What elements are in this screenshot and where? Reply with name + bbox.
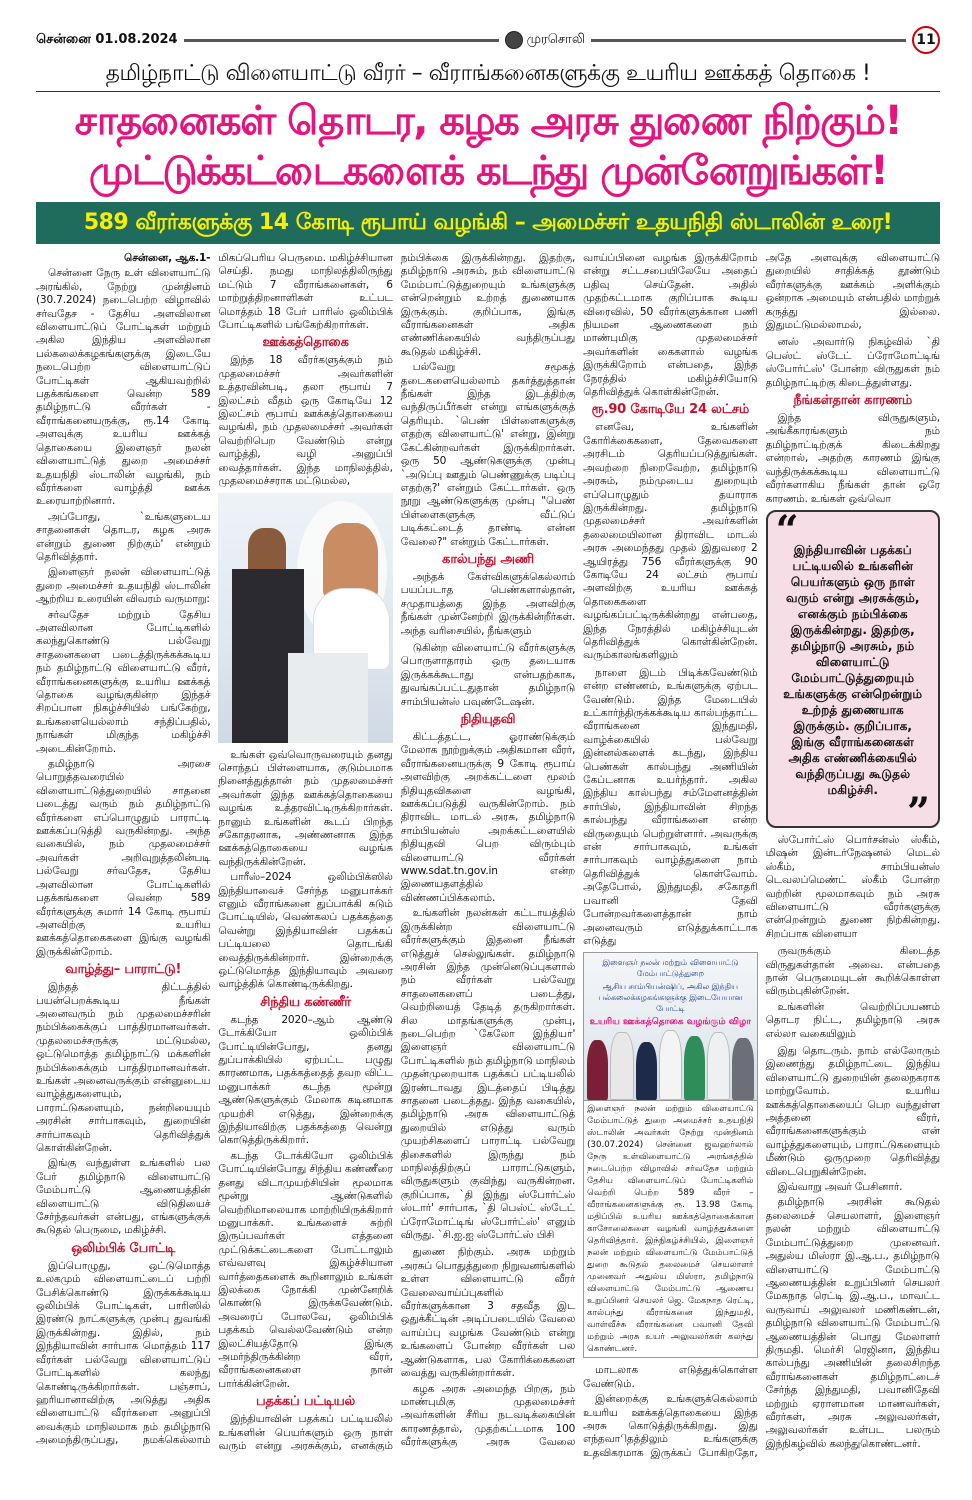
main-headline-1: சாதனைகள் தொடர, கழக அரசு துணை நிற்கும்! (74, 98, 902, 144)
newspaper-name: முரசொலி (526, 32, 586, 47)
article-paragraph: இன்றைக்கு உங்களுக்கெல்லாம் உயரிய ஊக்கத்தொகையை இந்த அரசு கொடுத்திருக்கிறது. இது எந்தவாிதத்திலும் உங்களுக்கு உதவிகரமாக இருக்கப் போகிறதோ, அதே அளவுக்கு விளையாட்டு துறையில் சாதிக்கத் தூண்டும் வீரர்களுக்கு ஊக்கம் அளிக்கும் ஒன்றாக அமையும் என்பதில் மாற்றுக் கருத்து இல்லை. இதுமட்டுமல்லாமல், (583, 252, 940, 1459)
photo-minister-speech (218, 493, 392, 743)
column-7 (766, 1045, 940, 1451)
section-subheading: கால்பந்து அணி (442, 551, 534, 567)
speaker-head (248, 528, 286, 573)
article-paragraph: அப்போது, `உங்களுடைய சாதனைகள் தொடர, கழக அரசு என்றும் துணை நிற்கும்' என்றும் தெரிவித்தார். (36, 510, 211, 563)
section-subheading: நீங்கள்தான் காரணம் (793, 393, 913, 409)
portrait-cm (323, 523, 378, 598)
article-paragraph: இது தொடரும். நாம் எல்லோரும் இணைந்து தமிழ்நாட்டை இந்திய விளையாட்டு துறையின் தலைநகராக மாற்றுவோம். உயரிய ஊக்கத்தொகையைப் பெற வந்துள்ள அத்தனை வீரர், வீராங்கனைகளுக்கும் என் வாழ்த்துகளையும், பாராட்டுகளையும் மீண்டும் ஒருமுறை தெரிவித்து விடைபெறுகின்றேன். (765, 1045, 940, 1178)
article-paragraph: இப்பொழுது, ஒட்டுமொத்த உலகமும் விளையாட்டைப் பற்றி பேசிக்கொண்டு இருக்கக்கூடிய ஒலிம்பிக் போட்டிகள், பாரிஸில் இரண்டு நாட்களுக்கு முன்பு துவங்கி இருக்கின்றது. இதில், நம் இந்தியாவின் சார்பாக மொத்தம் 117 வீரர்கள் பல்வேறு விளையாட்டுப் போட்டிகளில் கலந்து கொண்டிருக்கிறார்கள். பஞ்சாப், ஹரியானாவிற்கு அடுத்து அதிக விளையாட்டு வீரர்களை அனுப்பி வைக்கும் மாநிலமாக நம் தமிழ்நாடு அமைந்திருப்பது, நமக்கெல்லாம் மிகப்பெரிய பெருமை. மகிழ்ச்சியான செய்தி. நமது மாநிலத்திலிருந்து மட்டும் 7 வீராங்கனைகள், 6 மாற்றுத்திறனாளிகள் உட்பட மொத்தம் 18 பேர் பாரிஸ் ஒலிம்பிக் போட்டிகளில் பங்கேற்கிறார்கள். (36, 252, 393, 1447)
pull-quote-text: இந்தியாவின் பதக்கப் பட்டியலில் உங்களின் பெயர்களும் ஒரு நாள் வரும் என்று அரசுக்கும், எனக்கும் நம்பிக்கை இருக்கின்றது. இதற்கு, தமிழ்நாடு அரசும், நம் விளையாட்டு மேம்பாட்டுத்துறையும் உங்களுக்கு என்றென்றும் உற்றத் துணையாக இருக்கும். குறிப்பாக, இங்கு வீராங்கனைகள் அதிக எண்ணிக்கையில் வந்திருப்பது கூடுதல் மகிழ்ச்சி. (783, 542, 923, 797)
emblem-icon (505, 31, 523, 49)
dateline: சென்னை, ஆக.1- (124, 252, 211, 264)
section-subheading: சிந்திய கண்ணீர் (260, 994, 351, 1010)
article-paragraph: இளைஞர் நலன் விளையாட்டுத் துறை அமைச்சர் உதயநிதி ஸ்டாலின் ஆற்றிய உரையின் விவரம் வருமாறு: (36, 566, 211, 606)
main-headline-2: முட்டுக்கட்டைகளைக் கடந்து முன்னேறுங்கள்! (88, 148, 888, 194)
column-3 (401, 642, 575, 1242)
article-paragraph: தமிழ்நாடு அரசின் கூடுதல் தலைமைச் செயலாளர், இளைஞர் நலன் மற்றும் விளையாட்டு மேம்பாட்டுத்துறை முனைவர். அதுல்ய மிஸ்ரா இ.ஆ.ப., தமிழ்நாடு விளையாட்டு மேம்பாட்டு ஆணையத்தின் உறுப்பினர் செயலர் மேகநாத ரெட்டி இ.ஆ.ப., மாவட்ட வருவாய் அலுவலர் மணிகண்டன், தமிழ்நாடு விளையாட்டு மேம்பாட்டு ஆணையத்தின் பொது மேலாளர் திருமதி. மெர்சி ரெஜினா, இந்திய கால்பந்து அணியின் தலைசிறந்த வீராங்கனைகள் தமிழ்நாட்டைச் சேர்ந்த இந்துமதி, பவானிதேவி மற்றும் ஏராளமான மாணவர்கள், வீரர்கள், அரசு அலுவலர்கள், அலுவலர்கள் உள்பட பலரும் இந்நிகழ்வில் கலந்துகொண்டனர். (765, 1196, 940, 1450)
article-paragraph: ஸ்போர்ட்ஸ் பொர்சன்ஸ் ஸ்கீம், மிஷன் இன்டர்நேஷனல் மெடல் ஸ்கீம், சாம்பியன்ஸ் டெவலப்மெண்ட் ஸ்கீம் போன்ற வற்றின் மூலமாகவும் நம் அரசு விளையாட்டு வீரர்களுக்கு என்றென்றும் துணை நிற்கின்றது. சிறப்பாக விளையா (765, 833, 940, 940)
issue-date: சென்னை 01.08.2024 (36, 32, 178, 47)
backdrop-title: உயரிய ஊக்கத்தொகை வழங்கும் விழா (589, 1017, 751, 1028)
article-paragraph: கடந்த டோக்கியோ ஒலிம்பிக் போட்டியின்போது சிந்திய கண்ணீரை தனது விடாமுயற்சியின் மூலமாக மூன்று ஆண்டுகளில் வெற்றிமாலையாக மாற்றியிருக்கிறார் மனுபாக்கர். உங்களைச் சுற்றி இருப்பவர்கள் எத்தனை முட்டுக்கட்டைகளை போட்டாலும் எவ்வளவு இகழ்ச்சியான வார்த்தைகளைக் கூறினாலும் உங்கள் இலக்கை நோக்கி முன்னேறிக் கொண்டு இருக்கவேண்டும். அவரைப் போலவே, ஒலிம்பிக் பதக்கம் வெல்லவேண்டும் என்ற இலட்சியத்தோடு இங்கு அமர்ந்திருக்கின்ற வீரர், வீராங்கனைகளை நான் பார்க்கின்றேன். (218, 1149, 393, 1390)
masthead-rule (591, 39, 906, 42)
column-8 (766, 834, 940, 941)
article-paragraph: இங்கு வந்துள்ள உங்களில் பல பேர் தமிழ்நாடு விளையாட்டு மேம்பாட்டு ஆணையத்தின் விளையாட்டு விடுதியைச் சேர்ந்தவர்கள் என்பது, எங்களுக்குக் கூடுதல் பெருமை, மகிழ்ச்சி. (36, 1157, 211, 1237)
article-paragraph: உங்கள் ஒவ்வொருவரையும் தனது சொந்தப் பிள்ளையாக, குடும்பமாக நினைத்துத்தான் நம் முதலமைச்சர் அவர்கள் இந்த ஊக்கத்தொகையை வழங்க உத்தரவிட்டிருக்கிறார்கள். நானும் உங்களின் கூடப் பிறந்த சகோதரனாக, அண்ணனாக இந்த ஊக்கத்தொகையை வழங்க வந்திருக்கின்றேன். (218, 748, 393, 868)
backdrop-line: ஆசிய சாம்பியன்ஷிப், அகில இந்திய பல்கலைக்கழகங்களுக்கு இடையேயான போட்டி (598, 982, 743, 1014)
article-paragraph: னஸ் அவார்டு நிகழ்வில் `தி பெஸ்ட் ஸ்டேட் ப்ரோமோட்டிங் ஸ்போர்ட்ஸ்' போன்ற விருதுகள் நம் தமிழ்நாட்டிற்கு கிடைத்துள்ளது. (765, 336, 940, 389)
section-subheading: நிதியுதவி (460, 712, 516, 727)
article-paragraph: சர்வதேச மற்றும் தேசிய அளவிலான போட்டிகளில் கலந்துகொண்டு பல்வேறு சாதனைகளை படைத்திருக்கக்கூடிய நம் தமிழ்நாட்டு விளையாட்டு வீரர், வீராங்கனைகளுக்கு உயரிய ஊக்கத் தொகை வழங்குகின்ற இந்தச் சிறப்பான நிகழ்ச்சியில் பங்கேற்று, உங்களையெல்லாம் சந்திப்பதில், நாங்கள் மிகுந்த மகிழ்ச்சி அடைகின்றோம். (36, 608, 211, 755)
pull-quote (766, 506, 940, 836)
column-9 (766, 945, 940, 1041)
article-paragraph: எனவே, உங்களின் கோரிக்கைகளை, தேவைகளை அரசிடம் தெரியப்படுத்துங்கள். அவற்றை நிறைவேற்ற, தமிழ்நாடு அரசும், நம்முடைய துறையும் எப்பொழுதும் தயாராக இருக்கின்றது. தமிழ்நாடு முதலமைச்சர் அவர்களின் தலைமையிலான திராவிட மாடல் அரசு அமைந்தது முதல் இதுவரை 2 ஆயிரத்து 756 வீரர்களுக்கு 90 கோடியே 24 லட்சம் ரூபாய் அளவிற்கு உயரிய ஊக்கத் தொகைகளை வழங்கப்பட்டிருக்கின்றது என்பதை, இந்த நேரத்தில் மகிழ்ச்சியுடன் தெரிவித்துக் கொள்கின்றேன். வரும்காலங்களிலும் (583, 421, 758, 662)
podium (288, 653, 368, 743)
masthead (36, 26, 940, 54)
section-subheading: ஒலிம்பிக் போட்டி (71, 1240, 176, 1256)
photo-caption: இளைஞர் நலன் மற்றும் விளையாட்டு மேம்பாட்டுத் துறை அமைச்சர் உதயநிதி ஸ்டாலின் அவர்கள் நேற்று முன்தினம் (30.07.2024) சென்னை ஜவஹர்லால் நேரு உள்விளையாட்டு அரங்கத்தில் நடைபெற்ற விழாவில் சர்வதேச மற்றும் தேசிய விளையாட்டுப் போட்டிகளில் வெற்றி பெற்ற 589 வீரர் – வீராங்கனைகளுக்கு ரூ. 13.98 கோடி மதிப்பில் உயரிய ஊக்கத்தொகைக்கான காசோலைகளை வழங்கி வாழ்த்துக்களை தெரிவித்தார். இந்நிகழ்ச்சியில், இளைஞர் நலன் மற்றும் விளையாட்டு மேம்பாட்டுத் துறை கூடுதல் தலைமைச் செயலாளர் முனைவர் அதுல்ய மிஸ்ரா, தமிழ்நாடு விளையாட்டு மேம்பாட்டு ஆணைய உறுப்பினர் செயலர் ஜெ. மேகநாத ரெட்டி, கால்பந்து வீராங்கனை இந்துமதி, வாள்வீச்சு வீராங்கனை பவானி தேவி மற்றும் அரசு உயர் அலுவலர்கள் கலந்து கொண்டனர். (583, 1101, 757, 1358)
article-paragraph: கிட்டத்தட்ட, ஓராண்டுக்கும் மேலாக நூற்றுக்கும் அதிகமான வீரர், வீராங்கனையருக்கு 9 கோடி ரூபாய் அளவிற்கு அறக்கட்டளை மூலம் நிதியுதவிகளை வழங்கி, ஊக்கப்படுத்தி வருகின்றோம். நம் திராவிட மாடல் அரசு, தமிழ்நாடு சாம்பியன்ஸ் அறக்கட்டளையில் நிதியுதவி பெற விரும்பும் விளையாட்டு வீரர்கள் www.sdat.tn.gov.in என்ற இணையதளத்தில் விண்ணப்பிக்கலாம். (400, 731, 576, 904)
article-paragraph: இந்த விருதுகளும், அங்கீகாரங்களும் நம் தமிழ்நாட்டிற்குக் கிடைக்கிறது என்றால், அதற்கு காரணம் இங்கு வந்திருக்கக்கூடிய விளையாட்டு வீரர்களாகிய நீங்கள் தான் ஒரே காரணம். உங்கள் ஒவ்வொ (765, 412, 940, 505)
article-paragraph: டுகின்ற விளையாட்டு வீரர்களுக்கு பொருளாதாரம் ஒரு தடையாக இருக்கக்கூடாது என்பதற்காக, துவங்கப்பட்டதுதான் தமிழ்நாடு சாம்பியன்ஸ் பவுண்டேஷன். (400, 641, 576, 708)
article-paragraph: இவ்வாறு அவர் பேசினார். (777, 1181, 903, 1194)
article-paragraph: துணை நிற்கும். அரசு மற்றும் அரசுப் பொதுத்துறை நிறுவனங்களில் உள்ள விளையாட்டு வீரர் வேலைவாய்ப்புகளில் வீரர்களுக்கான 3 சதவீத இட ஒதுக்கீட்டின் அடிப்படையில் வேலை வாய்ப்பு வழங்க வேண்டும் என்று உங்களைப் போன்ற வீரர்கள் பல ஆண்டுகளாக, பல கோரிக்கைகளை வைத்து வருகின்றார்கள். (400, 1246, 576, 1380)
article-paragraph: பாரீஸ்–2024 ஒலிம்பிக்ஸில் இந்தியாவைச் சேர்ந்த மனுபாக்கர் எனும் வீராங்கனை துப்பாக்கி சுடும் போட்டியில், வெண்கலப் பதக்கத்தை வென்று இந்தியாவின் பதக்கப் பட்டியலை தொடங்கி வைத்திருக்கின்றார். இன்றைக்கு ஒட்டுமொத்த இந்தியாவும் அவரை வாழ்த்திக் கொண்டிருக்கிறது. (218, 871, 393, 991)
article-paragraph: தமிழ்நாடு அரசை பொறுத்தவரையில் விளையாட்டுத்துறையில் சாதனை படைத்து வரும் நம் தமிழ்நாட்டு வீரர்களை எப்பொழுதும் பாராட்டி ஊக்கப்படுத்தி வருகின்றது. அந்த வகையில், நம் முதலமைச்சர் அவர்கள் அறிவுறுத்தலின்படி பல்வேறு சர்வதேச, தேசிய அளவிலான போட்டிகளில் பதக்கங்களை வென்ற 589 வீரர்களுக்கு சுமார் 14 கோடி ரூபாய் அளவிற்கு உயரிய ஊக்கத்தொகைகளை இங்கு வழங்கி இருக்கின்றோம். (36, 758, 211, 958)
backdrop-dept: இளைஞர் நலன் மற்றும் விளையாட்டு மேம்பாட்டுத்துறை (602, 958, 739, 979)
photo-award-ceremony (583, 952, 757, 1101)
article-paragraph: அந்தக் கேள்விகளுக்கெல்லாம் பயப்படாத பெண்களால்தான், சமுதாயத்தை இந்த அளவிற்கு நீங்கள் முன்னேற்றி இருக்கின்றீர்கள். அந்த வரிசையில், நீங்களும் (400, 570, 576, 637)
section-subheading: ரூ.90 கோடியே 24 லட்சம் (591, 402, 750, 418)
page-number: 11 (912, 26, 940, 54)
article-paragraph: பல்வேறு சமூகத் தடைகளையெல்லாம் தகர்த்துத்தான் நீங்கள் இந்த இடத்திற்கு வந்திருப்பீர்கள் என்று எங்களுக்குத் தெரியும். `பெண் பிள்ளைகளுக்கு எதற்கு விளையாட்டு' என்று, இன்று கேட்கின்றவர்கள் இருக்கிறார்கள். ஒரு 50 ஆண்டுகளுக்கு முன்பு `அடுப்பு ஊதும் பெண்ணுக்கு படிப்பு எதற்கு?' என்றும் கேட்டார்கள். ஒரு நூறு ஆண்டுகளுக்கு முன்பு "பெண் பிள்ளைகளுக்கு வீட்டுப் படிக்கட்டைத் தாண்டி என்ன வேலை?" என்றும் கேட்டார்கள். (400, 361, 576, 548)
open-quote-icon: “ (775, 506, 799, 554)
article-paragraph: கழக அரசு அமைந்த பிறகு, நம் மாண்புமிகு முதலமைச்சர் அவர்களின் சீரிய நடவடிக்கையின் காரணத்தால், முதற்கட்டமாக 100 வீரர்களுக்கு அரசு வேலை வாய்ப்பினை வழங்க இருக்கிறோம் என்று சட்டசபையிலேயே அதைப் பதிவு செய்தேன். அதில் முதற்கட்டமாக குறிப்பாக கூடிய விரைவில், 50 வீரர்களுக்கான பணி நியமன ஆணைகளை நம் மாண்புமிகு முதலமைச்சர் அவர்களின் கைகளால் வழங்க இருக்கிறோம் என்பதை, இந்த நேரத்தில் மகிழ்ச்சியோடு தெரிவித்துக் கொள்கின்றேன். (400, 252, 758, 1449)
section-subheading: வாழ்த்து– பாராட்டு! (65, 962, 182, 978)
article-body (36, 252, 940, 1460)
masthead-rule (184, 39, 499, 42)
section-subheading: பதக்கப் பட்டியல் (256, 1394, 356, 1410)
kicker-headline: தமிழ்நாட்டு விளையாட்டு வீரர் – வீராங்கனைகளுக்கு உயரிய ஊக்கத் தொகை ! (36, 60, 940, 92)
article-paragraph: சென்னை நேரு உள் விளையாட்டு அரங்கில், நேற்று முன்தினம் (30.7.2024) நடைபெற்ற விழாவில் சர்வதேச - தேசிய அளவிலான விளையாட்டுப் போட்டிகள் மற்றும் அகில இந்திய அளவிலான பல்கலைக்கழகங்களுக்கு இடையே நடைபெற்ற விளையாட்டுப் போட்டிகள் ஆகியவற்றில் பதக்கங்களை வென்ற 589 தமிழ்நாட்டு வீரர்கள் - வீராங்கனையருக்கு, ரூ.14 கோடி அளவுக்கு உயரிய ஊக்கத் தொகையை இளைஞர் நலன் விளையாட்டுத் துறை அமைச்சர் உதயநிதி ஸ்டாலின் வழங்கி, நம் வீரர்களை வாழ்த்தி ஊக்க உரையாற்றினார். (36, 267, 211, 508)
column-6 (766, 336, 940, 505)
article-paragraph: நாளை இடம் பிடிக்கவேண்டும் என்ற எண்ணம், உங்களுக்கு ஏற்பட வேண்டும். இந்த மேடையில் உட்கார்ந்திருக்கக்கூடிய கால்பந்தாட்ட வீராங்கனை இந்துமதி, வாழ்க்கையில் பல்வேறு இன்னல்களைக் கடந்து, இந்திய பெண்கள் கால்பந்து அணியின் கேப்டனாக உயர்ந்தார். அகில இந்திய கால்பந்து சம்மேளனத்தின் சார்பில், இந்தியாவின் சிறந்த கால்பந்து வீராங்கனை என்ற விருதையும் பெற்றுள்ளார். அவருக்கு என் சார்பாகவும், உங்கள் சார்பாகவும் வாழ்த்துகளை நாம் தெரிவித்துக் கொள்வோம். அதேபோல், இந்துமதி, சகோதரி பவானி தேவி போன்றவர்களைத்தான் நாம் அனைவரும் எடுத்துக்காட்டாக எடுத்து (583, 666, 758, 947)
section-subheading: ஊக்கத்தொகை (262, 335, 349, 351)
article-paragraph: உங்களின் நலன்கள் கட்டாயத்தில் இருக்கின்ற விளையாட்டு வீரர்களுக்கும் இதனை நீங்கள் எடுத்துச் செல்லுங்கள். தமிழ்நாடு அரசின் இந்த முன்னெடுப்புகளால் நம் வீரர்கள் பல்வேறு சாதனைகளைப் படைத்து, வெற்றியைத் தேடித் தருகிறார்கள். சில மாதங்களுக்கு முன்பு, நடைபெற்ற `கேலோ இந்தியா' இளைஞர் விளையாட்டு போட்டிகளில் நம் தமிழ்நாடு மாநிலம் முதன்முறையாக பதக்கப் பட்டியலில் இரண்டாவது இடத்தைப் பிடித்து சாதனை படைத்தது. இந்த வகையில், தமிழ்நாடு அரசு விளையாட்டுத் துறையில் எடுத்து வரும் முயற்சிகளைப் பாராட்டி பல்வேறு திசைகளில் இருந்து நம் மாநிலத்திற்குப் பாராட்டுகளும், விருதுகளும் குவிந்து வருகின்றன. குறிப்பாக, `தி இந்து ஸ்போர்ட்ஸ் ஸ்டார்' சார்பாக, `தி பெஸ்ட் ஸ்டேட் ப்ரோமோட்டிங் ஸ்போர்ட்ஸ்' எனும் விருது. `சி.ஐ.ஐ ஸ்போர்ட்ஸ் பிசி (400, 907, 576, 1242)
close-quote-icon: ” (906, 788, 930, 836)
award-group (587, 1030, 753, 1100)
article-paragraph: இந்த 18 வீரர்களுக்கும் நம் முதலமைச்சர் அவர்களின் உத்தரவின்படி, தலா ரூபாய் 7 இலட்சம் வீதம் ஒரு கோடியே 12 இலட்சம் ரூபாய் ஊக்கத்தொகையை வழங்கி, நம் முதலமைச்சர் அவர்கள் வெற்றிபெற வேண்டும் என்று வாழ்த்தி, வழி அனுப்பி வைத்தார்கள். இந்த மாநிலத்தில், முதலமைச்சராக மட்டுமல்ல, (218, 354, 393, 488)
newspaper-logo (505, 31, 586, 49)
article-paragraph: இந்தியாவின் பதக்கப் பட்டியலில் உங்களின் பெயர்களும் ஒரு நாள் வரும் என்று அரசுக்கும், எனக்கும் நம்பிக்கை இருக்கின்றது. இதற்கு, தமிழ்நாடு அரசும், நம் விளையாட்டு மேம்பாட்டுத்துறையும் உங்களுக்கு என்றென்றும் உற்றத் துணையாக இருக்கும். குறிப்பாக, இங்கு வீராங்கனைகள் அதிக எண்ணிக்கையில் வந்திருப்பது கூடுதல் மகிழ்ச்சி. (218, 252, 576, 1452)
article-paragraph: உங்களின் வெற்றிப்பயணம் தொடர நிட்ட, தமிழ்நாடு அரசு எல்லா வகையிலும் (765, 1000, 940, 1040)
article-paragraph: ருவருக்கும் கிடைத்த விருதுகள்தான் அவை. என்பதை நான் பெருமையுடன் கூறிக்கொள்ள விரும்புகின்றேன். (765, 945, 940, 998)
column-3-bottom (583, 667, 757, 949)
article-paragraph: மாடலாக எடுத்துக்கொள்ள வேண்டும். (583, 1364, 758, 1390)
subheadline-banner: 589 வீரர்களுக்கு 14 கோடி ரூபாய் வழங்கி – அமைச்சர் உதயநிதி ஸ்டாலின் உரை! (36, 202, 940, 244)
article-paragraph: கடந்த 2020–ஆம் ஆண்டு டோக்கியோ ஒலிம்பிக் போட்டியின்போது, தனது துப்பாக்கியில் ஏற்பட்ட பழுது காரணமாக, பதக்கத்தைத் தவற விட்ட மனுபாக்கர் கடந்த மூன்று ஆண்டுகளுக்கும் மேலாக கடினமாக முயற்சி எடுத்து, இன்றைக்கு இந்தியாவிற்கு பதக்கத்தை வென்று கொடுத்திருக்கிறார். (218, 1013, 393, 1147)
article-paragraph: இந்தத் திட்டத்தில் பயன்பெறக்கூடிய நீங்கள் அனைவரும் நம் முதலமைச்சரின் நம்பிக்கைக்குப் பாத்திரமானவர்கள். முதலமைச்சருக்கு மட்டுமல்ல, ஒட்டுமொத்த தமிழ்நாட்டு மக்களின் நம்பிக்கைக்கும் பாத்திரமானவர்கள். உங்கள் அனைவருக்கும் என்னுடைய வாழ்த்துகளையும், பாராட்டுகளையும், நன்றியையும் அரசின் சார்பாகவும், துறையின் சார்பாகவும் தெரிவித்துக் கொள்கின்றேன். (36, 981, 211, 1154)
